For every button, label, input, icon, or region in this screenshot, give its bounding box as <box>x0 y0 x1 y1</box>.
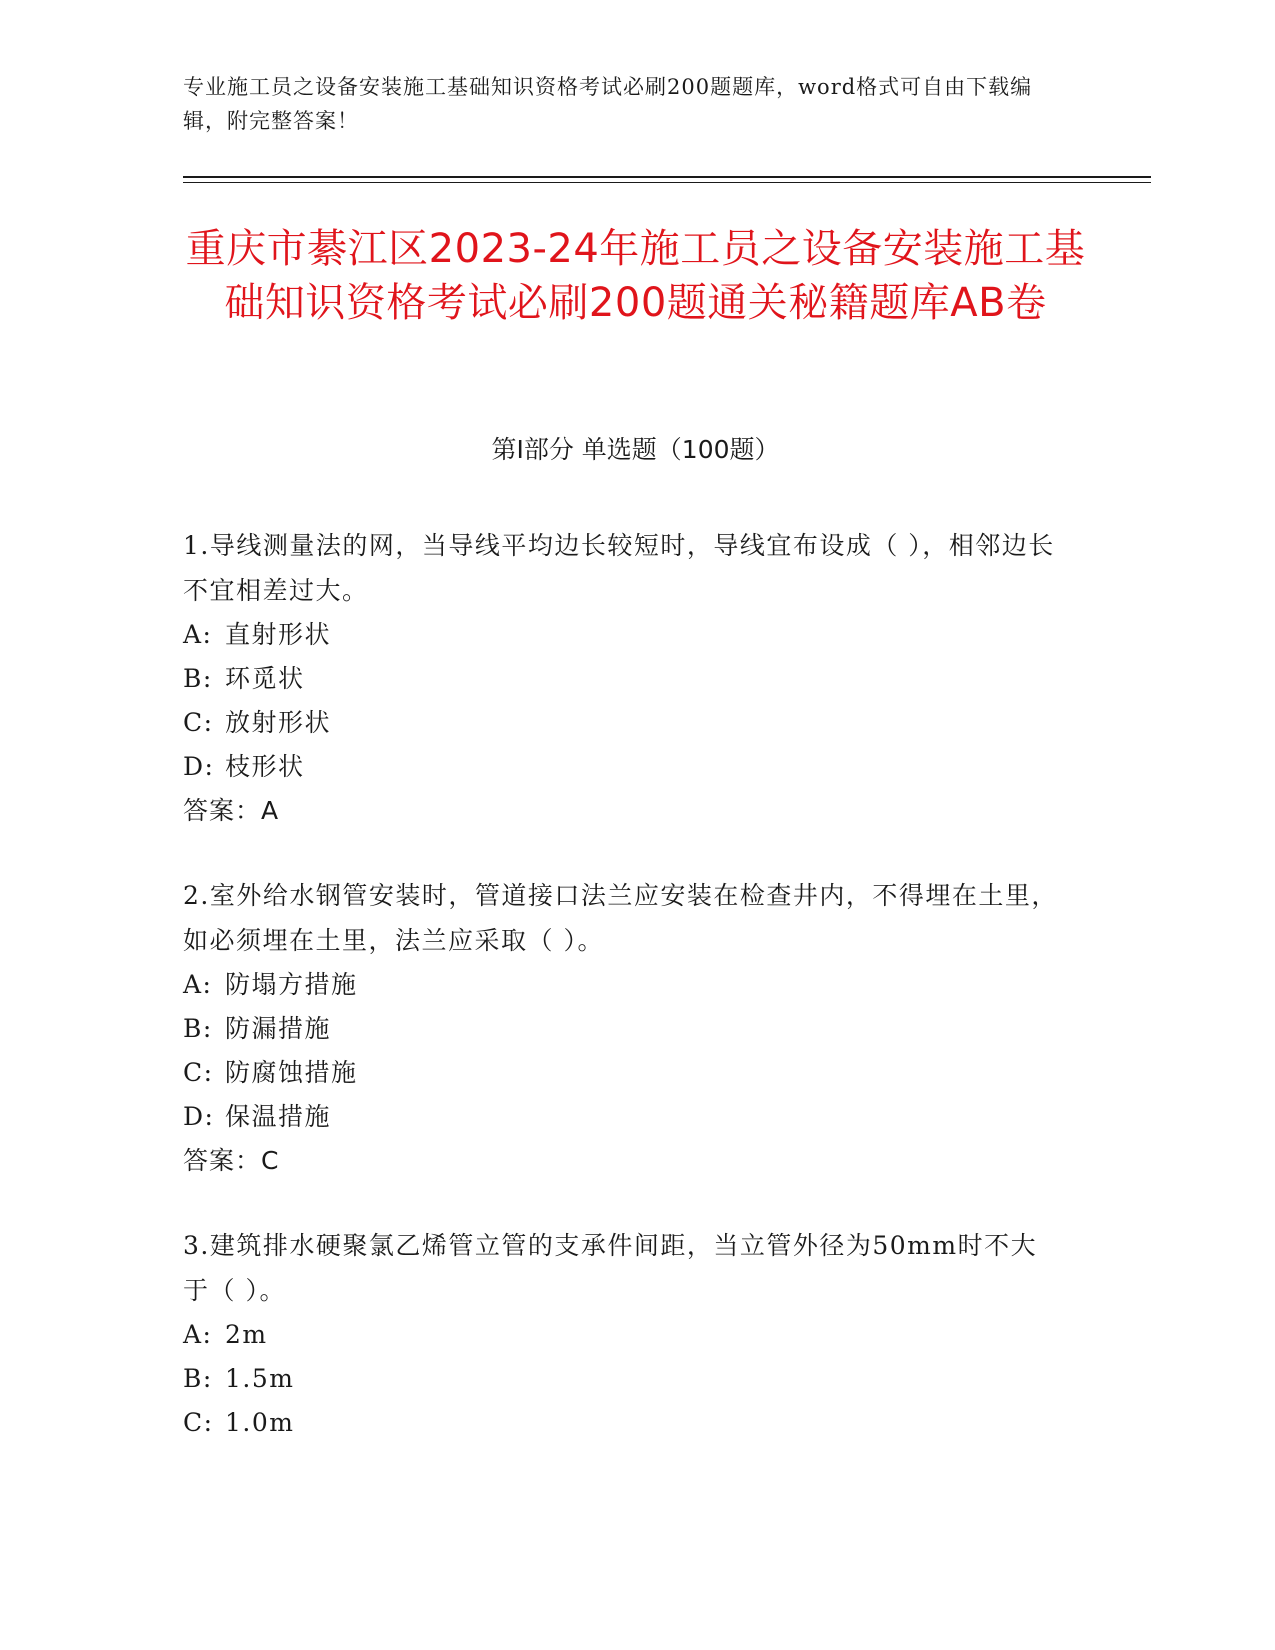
document-title: 重庆市綦江区2023-24年施工员之设备安装施工基础知识资格考试必刷200题通关秘籍题库AB卷 <box>185 226 1086 326</box>
header-divider-thin <box>183 182 1151 183</box>
option-text: 环觅状 <box>225 664 305 693</box>
option-letter: C: <box>183 1058 214 1087</box>
option-text: 2m <box>225 1320 268 1349</box>
answer-line: 答案：C <box>183 1146 280 1175</box>
question-1 <box>183 523 1063 833</box>
option-text: 防漏措施 <box>225 1014 332 1043</box>
option-text: 1.0m <box>225 1408 295 1437</box>
question-stem: 1.导线测量法的网，当导线平均边长较短时，导线宜布设成（ ），相邻边长不宜相差过大。 <box>183 531 1055 605</box>
option-letter: A: <box>183 1320 213 1349</box>
option-letter: A: <box>183 620 213 649</box>
option-b <box>183 1357 1063 1401</box>
option-text: 保温措施 <box>225 1102 332 1131</box>
header-divider-thick <box>183 176 1151 178</box>
option-text: 放射形状 <box>225 708 332 737</box>
question-stem: 3.建筑排水硬聚氯乙烯管立管的支承件间距，当立管外径为50mm时不大于（ ）。 <box>183 1231 1038 1305</box>
option-text: 防腐蚀措施 <box>225 1058 358 1087</box>
option-text: 直射形状 <box>225 620 332 649</box>
question-list <box>183 523 1063 1485</box>
option-letter: B: <box>183 1364 213 1393</box>
option-b <box>183 657 1063 701</box>
answer-line: 答案：A <box>183 796 280 825</box>
option-c <box>183 1401 1063 1445</box>
option-d <box>183 745 1063 789</box>
option-text: 1.5m <box>225 1364 295 1393</box>
option-a <box>183 963 1063 1007</box>
option-c <box>183 1051 1063 1095</box>
option-d <box>183 1095 1063 1139</box>
option-a <box>183 613 1063 657</box>
question-stem: 2.室外给水钢管安装时，管道接口法兰应安装在检查井内，不得埋在土里，如必须埋在土里，法兰应采取（ ）。 <box>183 881 1058 955</box>
option-letter: D: <box>183 1102 215 1131</box>
option-letter: B: <box>183 1014 213 1043</box>
question-2 <box>183 873 1063 1183</box>
section-title: 第I部分 单选题（100题） <box>491 435 780 464</box>
option-letter: B: <box>183 664 213 693</box>
option-letter: A: <box>183 970 213 999</box>
option-letter: D: <box>183 752 215 781</box>
option-b <box>183 1007 1063 1051</box>
option-c <box>183 701 1063 745</box>
option-letter: C: <box>183 1408 214 1437</box>
option-a <box>183 1313 1063 1357</box>
question-3 <box>183 1223 1063 1445</box>
option-letter: C: <box>183 708 214 737</box>
option-text: 枝形状 <box>225 752 305 781</box>
header-note: 专业施工员之设备安装施工基础知识资格考试必刷200题题库，word格式可自由下载编辑，附完整答案！ <box>183 75 1033 133</box>
option-text: 防塌方措施 <box>225 970 358 999</box>
